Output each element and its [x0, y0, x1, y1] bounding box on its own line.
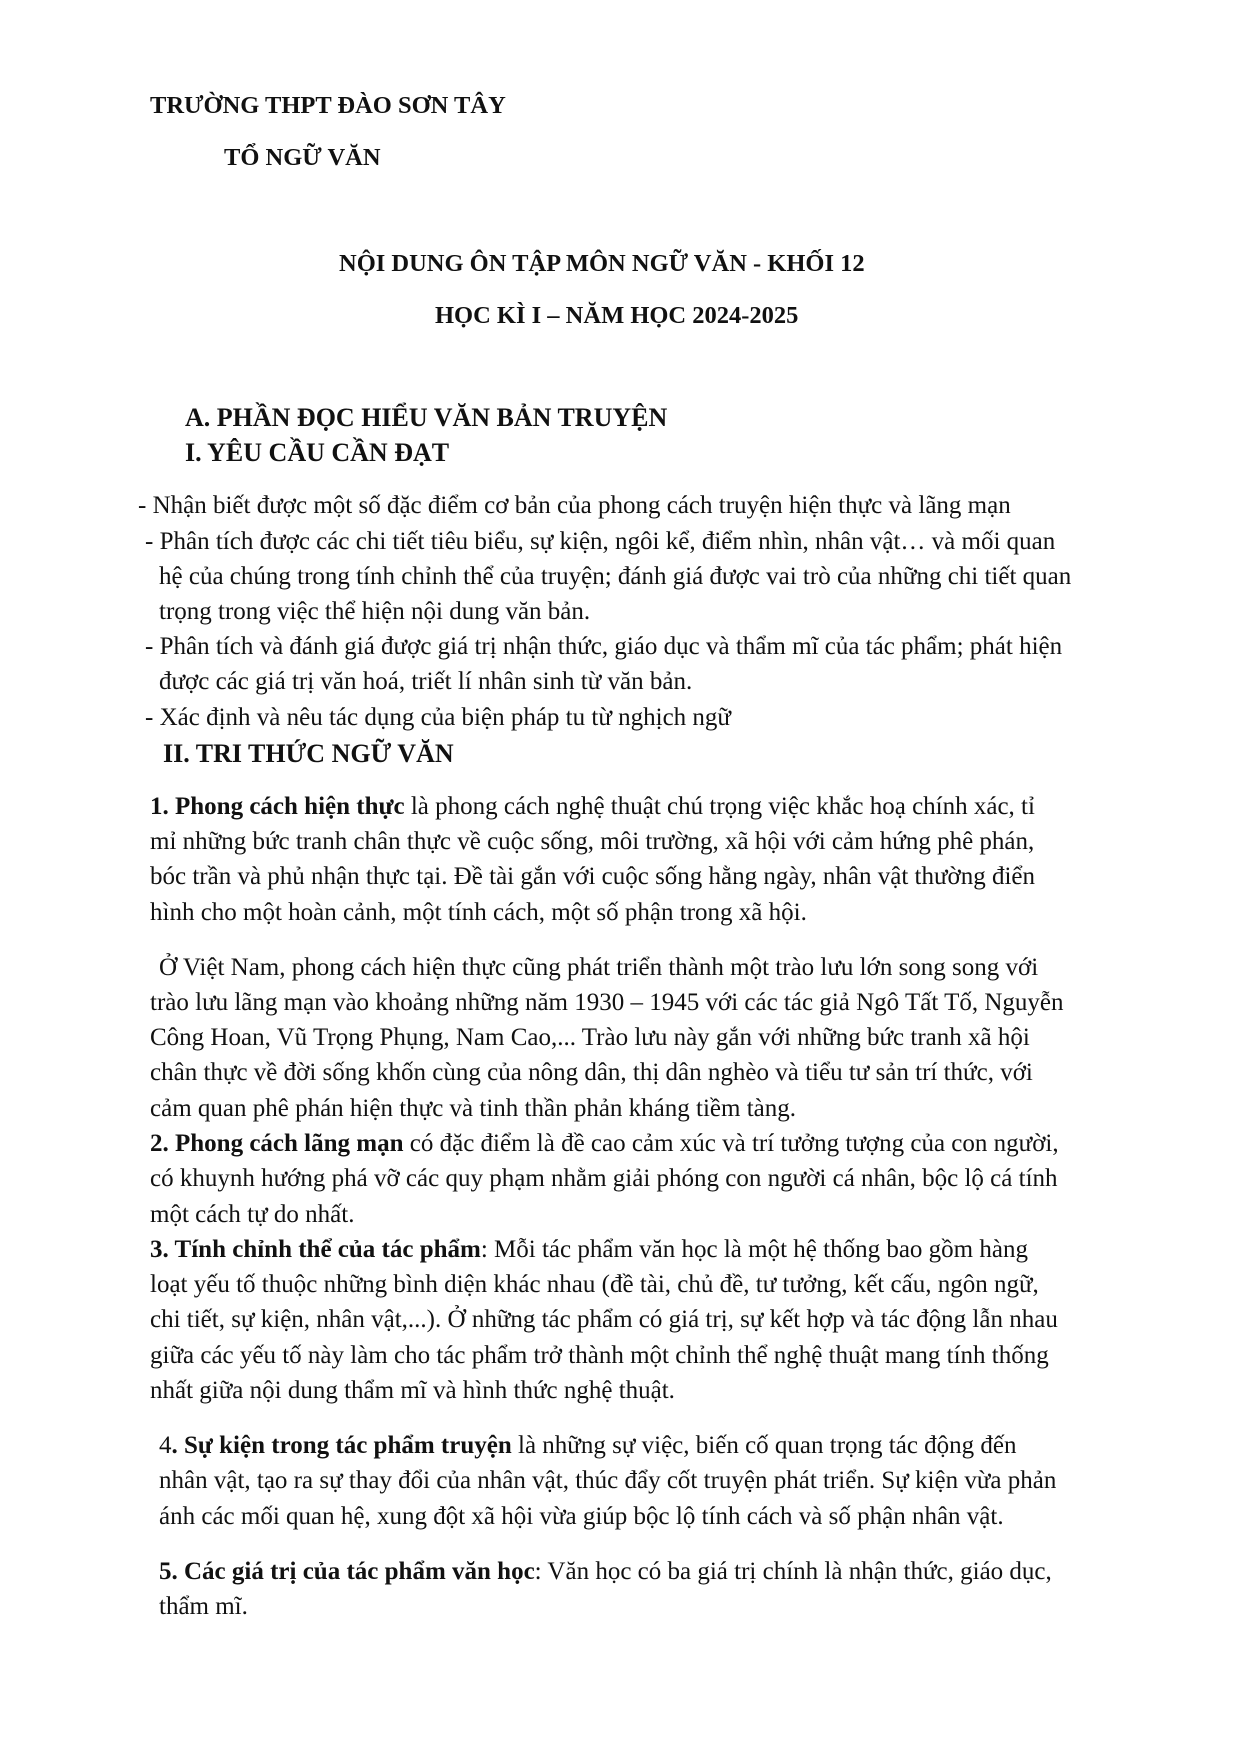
requirement-line: được các giá trị văn hoá, triết lí nhân sinh từ văn bản. — [159, 668, 693, 695]
paragraph-line: chân thực về đời sống khốn cùng của nông dân, thị dân nghèo và tiểu tư sản trí thức, với — [150, 1059, 1033, 1086]
paragraph-line: giữa các yếu tố này làm cho tác phẩm trở thành một chỉnh thể nghệ thuật mang tính thống — [150, 1342, 1049, 1369]
requirement-line: - Xác định và nêu tác dụng của biện pháp tu từ nghịch ngữ — [145, 704, 731, 731]
term-wholeness: 3. Tính chỉnh thể của tác phẩm — [150, 1236, 481, 1263]
paragraph-line: chi tiết, sự kiện, nhân vật,...). Ở những tác phẩm có giá trị, sự kết hợp và tác động lẫn nhau — [150, 1306, 1058, 1333]
paragraph-line: có khuynh hướng phá vỡ các quy phạm nhằm giải phóng con người cá nhân, bộc lộ cá tính — [150, 1165, 1058, 1192]
requirement-line: - Phân tích được các chi tiết tiêu biểu, sự kiện, ngôi kể, điểm nhìn, nhân vật… và mối quan — [145, 528, 1056, 555]
paragraph-line: ánh các mối quan hệ, xung đột xã hội vừa giúp bộc lộ tính cách và số phận nhân vật. — [159, 1503, 1004, 1530]
term-values: 5. Các giá trị của tác phẩm văn học — [159, 1558, 535, 1585]
paragraph-line: nhân vật, tạo ra sự thay đổi của nhân vật, thúc đẩy cốt truyện phát triển. Sự kiện vừa phản — [159, 1467, 1057, 1494]
department-name: TỔ NGỮ VĂN — [224, 144, 381, 171]
requirement-line: - Nhận biết được một số đặc điểm cơ bản của phong cách truyện hiện thực và lãng mạn — [138, 492, 1011, 519]
paragraph-line: nhất giữa nội dung thẩm mĩ và hình thức nghệ thuật. — [150, 1377, 675, 1404]
paragraph-line: 3. Tính chỉnh thể của tác phẩm: Mỗi tác phẩm văn học là một hệ thống bao gồm hàng — [150, 1236, 1028, 1263]
paragraph-line: mỉ những bức tranh chân thực về cuộc sống, môi trường, xã hội với cảm hứng phê phán, — [150, 828, 1035, 855]
paragraph-line: trào lưu lãng mạn vào khoảng những năm 1930 – 1945 với các tác giả Ngô Tất Tố, Nguyễn — [150, 989, 1064, 1016]
paragraph-line: bóc trần và phủ nhận thực tại. Đề tài gắn với cuộc sống hằng ngày, nhân vật thường điển — [150, 863, 1036, 890]
term-event: . Sự kiện trong tác phẩm truyện — [171, 1432, 512, 1459]
requirement-line: trọng trong việc thể hiện nội dung văn bản. — [159, 598, 591, 625]
term-realism: 1. Phong cách hiện thực — [150, 793, 405, 820]
paragraph-line: Công Hoan, Vũ Trọng Phụng, Nam Cao,... Trào lưu này gắn với những bức tranh xã hội — [150, 1024, 1030, 1051]
paragraph-line: cảm quan phê phán hiện thực và tinh thần phản kháng tiềm tàng. — [150, 1095, 797, 1122]
paragraph-line: 4. Sự kiện trong tác phẩm truyện là những sự việc, biến cố quan trọng tác động đến — [159, 1432, 1017, 1459]
requirement-line: - Phân tích và đánh giá được giá trị nhận thức, giáo dục và thẩm mĩ của tác phẩm; phát hiện — [145, 633, 1063, 660]
paragraph-line: thẩm mĩ. — [159, 1593, 248, 1620]
paragraph-line: một cách tự do nhất. — [150, 1201, 355, 1228]
requirement-line: hệ của chúng trong tính chỉnh thể của truyện; đánh giá được vai trò của những chi tiết quan — [159, 563, 1072, 590]
term-romanticism: 2. Phong cách lãng mạn — [150, 1130, 404, 1157]
paragraph-line: hình cho một hoàn cảnh, một tính cách, một số phận trong xã hội. — [150, 899, 807, 926]
document-subtitle: HỌC KÌ I – NĂM HỌC 2024-2025 — [435, 302, 799, 329]
paragraph-line: 5. Các giá trị của tác phẩm văn học: Văn học có ba giá trị chính là nhận thức, giáo dục, — [159, 1558, 1052, 1585]
section-a-heading: A. PHẦN ĐỌC HIỂU VĂN BẢN TRUYỆN — [185, 403, 668, 432]
school-name: TRƯỜNG THPT ĐÀO SƠN TÂY — [150, 92, 506, 119]
paragraph-line: loạt yếu tố thuộc những bình diện khác nhau (đề tài, chủ đề, tư tưởng, kết cấu, ngôn ngữ, — [150, 1271, 1039, 1298]
paragraph-line: 1. Phong cách hiện thực là phong cách nghệ thuật chú trọng việc khắc hoạ chính xác, tỉ — [150, 793, 1035, 820]
section-ii-heading: II. TRI THỨC NGỮ VĂN — [163, 739, 454, 768]
paragraph-line: Ở Việt Nam, phong cách hiện thực cũng phát triển thành một trào lưu lớn song song với — [159, 954, 1039, 981]
section-i-heading: I. YÊU CẦU CẦN ĐẠT — [185, 438, 450, 467]
paragraph-line: 2. Phong cách lãng mạn có đặc điểm là đề cao cảm xúc và trí tưởng tượng của con người, — [150, 1130, 1059, 1157]
document-title: NỘI DUNG ÔN TẬP MÔN NGỮ VĂN - KHỐI 12 — [339, 250, 865, 277]
